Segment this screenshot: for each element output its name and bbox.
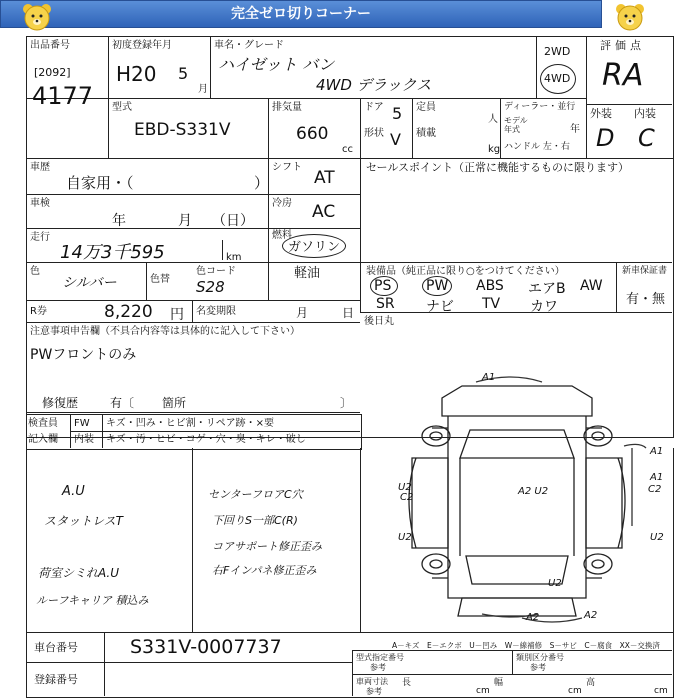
capacity-label: 定員 [416,102,436,113]
equipment-pw: PW [426,278,449,294]
score-label: 評価点 [600,39,645,52]
warranty-value: 有・無 [626,292,666,307]
damage-mark: U2 [548,578,562,589]
interior-grade: C [638,124,655,152]
equipment-tv: TV [482,296,501,312]
color-code: S28 [196,278,225,296]
shape-value: V [390,130,401,149]
recycle-label: R券 [30,306,47,317]
validity-label: 名変期限 [196,306,236,317]
doors-label: ドア [364,102,384,113]
inspector-note-right-3: コアサポート修正歪み [212,540,322,553]
in-items: キズ・汚・ヒビ・コゲ・穴・臭・キレ・破し [106,434,306,445]
inspector-note-right-2: 下回りS一部C(R) [212,514,298,527]
equipment-ps: PS [374,278,392,294]
height-label: 高 [586,678,596,688]
chassis-number: S331V-0007737 [130,636,282,658]
drive-value: 4WD [544,72,571,85]
inspector-note-right-1: センターフロアC穴 [208,488,303,501]
fuel-label: 燃料 [272,230,292,241]
inspection-month: 月 [178,213,192,229]
equipment-leather: カワ [530,299,558,315]
bear-mascot-icon [22,3,52,31]
rear-seat-label: 後日丸 [364,316,394,327]
dimensions-ref: 参考 [366,687,382,696]
lot-number: 4177 [32,82,94,110]
damage-mark: C2 [400,492,414,503]
history-value: 自家用・（ [66,174,134,192]
inspector-note-left-1: A.U [62,484,85,499]
load-label: 積載 [416,128,436,139]
length-unit: cm [476,686,490,696]
inspector-note-left-3: 荷室シミれA.U [38,566,120,580]
fw-items: キズ・凹み・ヒビ割・リペア跡・×要 [106,418,274,429]
history-close: ） [254,174,270,192]
damage-mark: A2 [526,612,540,623]
validity-month: 月 [296,306,309,320]
model-year-label: モデル年式 [504,116,528,134]
damage-mark: A1 [650,446,664,457]
notes-value: PWフロントのみ [30,347,137,363]
drive-label: 2WD [544,45,571,58]
notes-label: 注意事項申告欄（不具合内容等は具体的に記入して下さい） [30,326,300,337]
displacement-unit: cc [342,144,353,155]
exterior-label: 外装 [590,107,612,120]
shape-label: 形状 [364,128,384,139]
mileage-label: 走行 [30,232,50,243]
damage-mark: C2 [648,484,662,495]
lot-label: 出品番号 [30,40,70,51]
damage-mark: U2 [398,482,412,493]
vehicle-dimensions-label: 車両寸法 [356,677,388,686]
color-label: 色 [30,266,40,277]
fuel-gas: ガソリン [288,240,341,255]
color-change-label: 色替 [150,274,170,285]
damage-mark: A2 [584,610,598,621]
repair-value: 有〔 [110,396,135,410]
reg-number-label: 登録番号 [34,673,78,686]
mileage-unit: km [226,252,242,263]
first-reg-month: 5 [178,64,189,83]
doors-value: 5 [392,104,403,123]
width-label: 幅 [494,678,504,688]
fw-label: FW [74,418,90,429]
interior-label: 内装 [634,107,656,120]
equipment-label: 装備品（純正品に限り○をつけてください） [366,266,565,277]
equipment-abs: ABS [476,278,504,294]
repair-close: 箇所 [162,396,187,410]
equipment-navi: ナビ [426,299,454,315]
recycle-unit: 円 [170,307,184,323]
repair-end: 〕 [340,396,353,410]
equipment-aw: AW [580,278,603,294]
mileage-value: 14万3千595 [60,242,165,263]
length-label: 長 [402,678,412,688]
ps-circle [370,276,398,296]
handle-label: ハンドル 左・右 [504,142,570,152]
color-code-label: 色コード [196,266,236,277]
history-label: 車歴 [30,162,50,173]
recycle-value: 8,220 [104,302,153,322]
width-unit: cm [568,686,582,696]
validity-day: 日 [342,306,355,320]
inspection-year: 年 [112,213,126,229]
chassis-label: 車台番号 [34,641,78,654]
model-label: 型式 [112,102,132,113]
car-grade: 4WD デラックス [316,76,432,94]
ac-label: 冷房 [272,198,292,209]
damage-legend: A－キズ E－エクボ U－凹み W－線補修 S－サビ C－腐食 XX－交換済 [392,641,660,650]
inspection-label: 車検 [30,198,50,209]
warranty-label: 新車保証書 [622,266,668,276]
inspector-label: 検査員 [28,418,58,429]
classification-label: 類別区分番号 [516,653,564,662]
inspector-note-left-2: スタットレスT [44,514,123,528]
capacity-unit: 人 [488,114,498,125]
type-designation-label: 型式指定番号 [356,653,404,662]
first-reg-label: 初度登録年月 [112,40,172,51]
shift-label: シフト [272,162,302,173]
model-year-unit: 年 [570,124,580,135]
color-value: シルバー [62,275,117,291]
score-value: RA [602,58,644,93]
type-designation-ref: 参考 [370,663,386,672]
classification-ref: 参考 [530,663,546,672]
bear-mascot-icon [615,3,645,31]
model-value: EBD-S331V [134,120,231,140]
damage-mark: U2 [650,532,664,543]
damage-mark: A2 U2 [518,486,549,497]
sales-points-label: セールスポイント（正常に機能するものに限ります） [366,161,630,174]
dealer-label: ディーラー・並行 [504,102,576,112]
displacement-value: 660 [296,124,329,144]
damage-mark: U2 [398,532,412,543]
car-name-label: 車名・グレード [214,40,284,51]
inspector-note-right-4: 右Fインパネ修正歪み [212,564,317,577]
pw-circle [422,276,452,296]
fuel-diesel: 軽油 [294,266,321,281]
damage-mark: A1 [650,472,664,483]
load-unit: kg [488,144,501,155]
entry-label: 記入欄 [28,434,58,445]
inspector-note-left-4: ルーフキャリア 積込み [36,594,149,607]
car-damage-diagram [362,368,672,630]
exterior-grade: D [596,124,615,152]
repair-label: 修復歴 [42,396,79,410]
damage-mark: A1 [482,372,496,383]
displacement-label: 排気量 [272,102,302,113]
shift-value: AT [314,168,335,188]
equipment-airbag: エアB [528,281,566,297]
ac-value: AC [312,202,336,222]
corner-banner: 完全ゼロ切りコーナー [0,0,602,28]
height-unit: cm [654,686,668,696]
in-label: 内装 [74,434,94,445]
equipment-sr: SR [376,296,395,312]
first-reg-month-unit: 月 [198,84,208,95]
first-reg-era: H20 [116,62,157,86]
lot-sub: [2092] [34,66,71,79]
car-name: ハイゼット バン [218,55,335,74]
inspection-day: （日） [212,213,254,229]
